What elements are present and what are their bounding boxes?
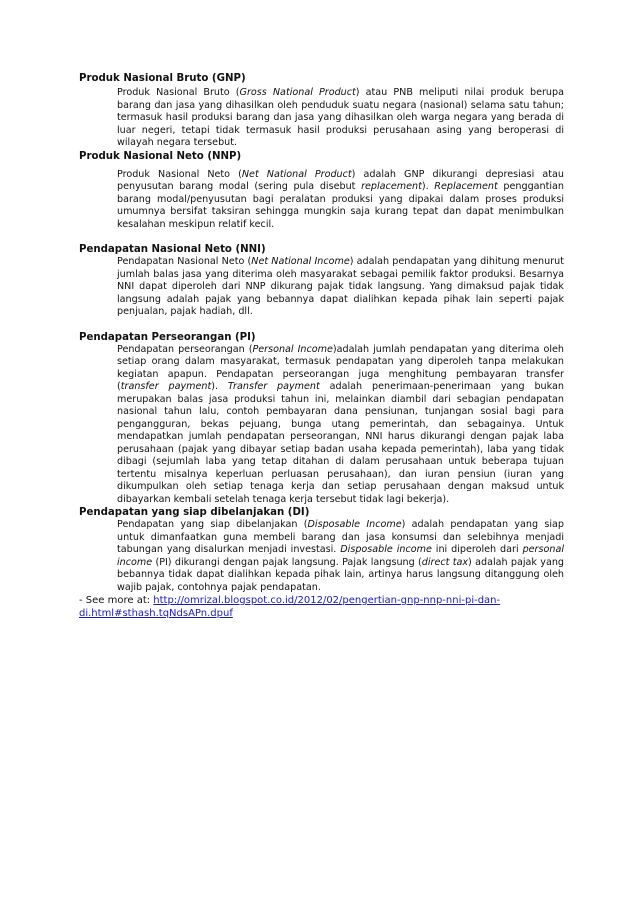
italic-term: Net National Income — [251, 256, 350, 267]
italic-term: Disposable Income — [307, 519, 402, 530]
text-run: ) adalah pendapatan yang siap untuk dimanfaatkan guna membeli barang dan jasa konsumsi dan selebihnya menjadi tabungan yang disalurkan menjadi investasi. — [117, 519, 564, 555]
heading-nnp: Produk Nasional Neto (NNP) — [79, 150, 242, 162]
paragraph-di — [117, 519, 564, 594]
source-footer — [79, 595, 564, 620]
footer-prefix: - See more at: — [79, 595, 154, 606]
document-page — [79, 72, 564, 620]
heading-gnp: Produk Nasional Bruto (GNP) — [79, 73, 246, 84]
italic-term: Replacement — [434, 181, 498, 192]
italic-term: Personal Income — [252, 343, 333, 355]
text-run: ) adalah pendapatan yang dihitung menurut jumlah balas jasa yang diterima oleh masyarakat sebagai pemilik faktor produksi. Besarnya NNI dapat diperoleh dari NNP dikurang pajak tidak langsung. Yang dimaksud pajak tidak langsung adalah pajak yang bebannya dapat dialihkan kepada pihak lain seperti pajak penjualan, pajak hadiah, dll. — [117, 256, 564, 317]
text-run: penggantian barang modal/penyusutan bagi peralatan produksi yang dipakai dalam proses produksi umumnya bersifat taksiran sehingga mungkin saja kurang tepat dan dapat menimbulkan kesalahan meskipun relatif kecil. — [117, 181, 565, 230]
paragraph-nni — [117, 256, 564, 319]
heading-di: Pendapatan yang siap dibelanjakan (DI) — [79, 507, 310, 518]
text-run: )adalah jumlah pendapatan yang diterima oleh setiap orang dalam masyarakat, termasuk pendapatan yang diperoleh tanpa melakukan kegiatan apapun. Pendapatan perseorangan juga menghitung pembayaran transfer ( — [117, 343, 564, 392]
italic-term: Net National Product — [241, 168, 352, 180]
italic-term: Transfer payment — [227, 381, 320, 392]
text-run: Produk Nasional Neto ( — [117, 168, 242, 180]
text-run: (PI) dikurangi dengan pajak langsung. Pajak langsung ( — [152, 556, 422, 568]
text-run: ) adalah GNP dikurangi depresiasi atau penyusutan barang modal (sering pula disebut — [117, 168, 564, 192]
text-run: ini diperoleh dari — [431, 544, 523, 555]
heading-nni: Pendapatan Nasional Neto (NNI) — [79, 244, 266, 255]
paragraph-pi — [117, 344, 564, 507]
italic-term: replacement — [361, 181, 422, 192]
text-run: Pendapatan perseorangan ( — [117, 343, 253, 355]
italic-term: direct tax — [421, 556, 469, 568]
text-run: ). — [421, 181, 435, 192]
heading-pi: Pendapatan Perseorangan (PI) — [79, 331, 256, 343]
italic-term: personal income — [117, 544, 564, 568]
text-run: Pendapatan Nasional Neto ( — [117, 256, 252, 267]
text-run: Produk Nasional Bruto ( — [117, 87, 240, 98]
italic-term: transfer payment — [120, 381, 212, 392]
text-run: ) adalah pajak yang bebannya tidak dapat dialihkan kepada pihak lain, artinya harus langsung ditanggung oleh wajib pajak, contohnya pajak pendapatan. — [117, 556, 564, 593]
text-run: ) atau PNB meliputi nilai produk berupa barang dan jasa yang dihasilkan oleh penduduk suatu negara (nasional) selama satu tahun; termasuk hasil produksi barang dan jasa yang dihasilkan oleh warga negara yang berada di luar negeri, tetapi tidak termasuk hasil produksi perusahaan asing yang beroperasi di wilayah negara tersebut. — [117, 87, 564, 148]
text-run: ). — [211, 381, 228, 392]
paragraph-gnp — [117, 87, 564, 150]
italic-term: Gross National Product — [239, 87, 356, 98]
source-link[interactable]: http://omrizal.blogspot.co.id/2012/02/pengertian-gnp-nnp-nni-pi-dan-di.html#sthash.tqNdsAPn.dpuf — [79, 595, 501, 619]
text-run: Pendapatan yang siap dibelanjakan ( — [117, 519, 308, 530]
italic-term: Disposable income — [340, 544, 432, 555]
text-run: adalah penerimaan-penerimaan yang bukan merupakan balas jasa produksi tahun ini, melainkan diambil dari sebagian pendapatan nasional tahun lalu, contoh pembayaran dana pensiunan, tunjangan sosial bagi para pengangguran, bekas pejuang, bunga utang pemerintah, dan sebagainya. Untuk mendapatkan jumlah pendapatan perseorangan, NNI harus dikurangi dengan pajak laba perusahaan (pajak yang dibayar setiap badan usaha kepada pemerintah), laba yang tidak dibagi (sejumlah laba yang tetap ditahan di dalam perusahaan untuk beberapa tujuan tertentu misalnya keperluan perluasan perusahaan), dan iuran pensiun (iuran yang dikumpulkan oleh setiap tenaga kerja dan setiap perusahaan dengan maksud untuk dibayarkan kembali setelah tenaga kerja tersebut tidak lagi bekerja). — [117, 381, 564, 505]
paragraph-nnp — [117, 169, 564, 232]
